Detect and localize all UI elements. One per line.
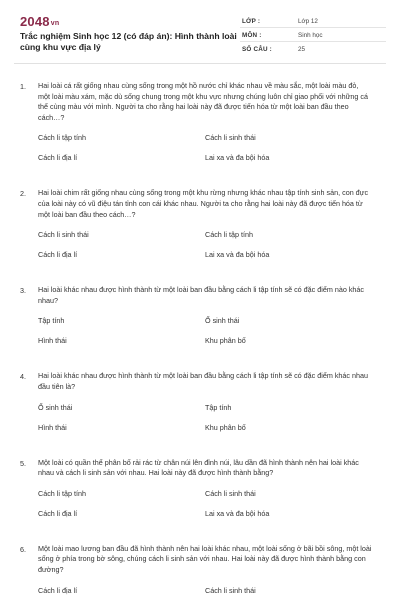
answer-options xyxy=(38,315,372,355)
question-number: 5. xyxy=(20,458,26,468)
question-3 xyxy=(0,280,400,355)
quiz-title: Trắc nghiệm Sinh học 12 (có đáp án): Hình thành loài cùng khu vực địa lý xyxy=(20,31,237,52)
meta-row-class xyxy=(240,14,386,28)
question-6 xyxy=(0,539,400,600)
question-text: Một loài mao lương ban đầu đã hình thành nên hai loài khác nhau, một loài sống ở bãi bồi sông, một loài sống ở phía trong bờ sông, chúng cách li sinh sản với nhau. Hai loài này đã được hình thành bằng con đường? xyxy=(38,543,372,574)
meta-label: MÔN : xyxy=(242,32,262,39)
answer-option-a[interactable]: Cách li địa lí xyxy=(38,585,78,595)
answer-option-c[interactable]: Cách li địa lí xyxy=(38,153,78,163)
answer-option-d[interactable]: Khu phân bố xyxy=(205,422,246,432)
meta-value: Lớp 12 xyxy=(298,18,318,25)
answer-option-a[interactable]: Ổ sinh thái xyxy=(38,402,73,412)
answer-option-b[interactable]: Cách li sinh thái xyxy=(205,488,256,498)
answer-option-a[interactable]: Cách li tập tính xyxy=(38,488,86,498)
answer-option-b[interactable]: Ổ sinh thái xyxy=(205,316,240,326)
question-text: Hai loài khác nhau được hình thành từ một loài ban đầu bằng cách li tập tính sẽ có đặc điểm nào khác nhau? xyxy=(38,285,364,305)
answer-option-d[interactable]: Khu phân bố xyxy=(205,336,246,346)
question-number: 6. xyxy=(20,544,26,554)
question-number: 3. xyxy=(20,286,26,296)
answer-option-b[interactable]: Cách li sinh thái xyxy=(205,585,256,595)
answer-options xyxy=(38,585,372,600)
answer-option-c[interactable]: Cách li địa lí xyxy=(38,508,78,518)
answer-options xyxy=(38,402,372,442)
answer-option-a[interactable]: Cách li sinh thái xyxy=(38,230,89,240)
answer-option-b[interactable]: Tập tính xyxy=(205,402,232,412)
logo-text: 2048 xyxy=(20,14,50,29)
question-text: Hai loài cá rất giống nhau cùng sống trong một hồ nước chỉ khác nhau về màu sắc, một loài màu đỏ, một loài màu xám, mặc dù sống chung trong một khu vực nhưng chúng luôn chỉ giao phối với những cá thể cùng màu với mình. Người ta cho rằng hai loài này đã được tiến hóa từ một loài ban đầu theo cách…? xyxy=(38,81,368,122)
question-text: Hai loài khác nhau được hình thành từ một loài ban đầu bằng cách li tập tính sẽ có đặc điểm khác nhau đầu tiên là? xyxy=(38,371,368,391)
answer-option-d[interactable]: Lai xa và đa bội hóa xyxy=(205,508,270,518)
answer-option-a[interactable]: Tập tính xyxy=(38,316,65,326)
question-1 xyxy=(0,76,400,172)
meta-value: Sinh học xyxy=(298,32,323,39)
meta-label: LỚP : xyxy=(242,18,261,25)
answer-option-c[interactable]: Hình thái xyxy=(38,336,67,346)
answer-option-d[interactable]: Lai xa và đa bội hóa xyxy=(205,153,270,163)
meta-value: 25 xyxy=(298,46,306,53)
quiz-header xyxy=(14,10,386,64)
quiz-meta xyxy=(240,14,386,56)
question-number: 1. xyxy=(20,82,26,91)
logo-suffix: vn xyxy=(50,20,60,27)
question-4 xyxy=(0,366,400,441)
answer-options xyxy=(38,132,372,172)
meta-row-count xyxy=(240,42,386,56)
meta-label: SỐ CÂU : xyxy=(242,46,272,53)
question-text: Một loài có quần thể phân bố rải rác từ chân núi lên đỉnh núi, lâu dần đã hình thành nên hai loài khác nhau và cách li sinh sản với nhau. Hai loài này đã được hình thành bằng? xyxy=(38,457,359,478)
question-2 xyxy=(0,183,400,269)
answer-options xyxy=(38,488,372,528)
answer-options xyxy=(38,229,372,269)
question-list xyxy=(0,76,400,600)
meta-row-subject xyxy=(240,28,386,42)
answer-option-b[interactable]: Cách li sinh thái xyxy=(205,133,256,143)
answer-option-c[interactable]: Cách li địa lí xyxy=(38,250,78,260)
question-5 xyxy=(0,453,400,528)
answer-option-c[interactable]: Hình thái xyxy=(38,422,67,432)
question-text: Hai loài chim rất giống nhau cùng sống trong một khu rừng nhưng khác nhau tập tính sinh sản, con đực của loài này có vũ điệu tán tỉnh con cái khác nhau. Người ta cho rằng hai loài này đã được tiến hóa từ một loài ban đầu theo cách…? xyxy=(38,188,369,219)
site-logo[interactable] xyxy=(20,14,59,29)
question-number: 4. xyxy=(20,372,26,382)
question-number: 2. xyxy=(20,189,26,199)
answer-option-b[interactable]: Cách li tập tính xyxy=(205,230,253,240)
answer-option-d[interactable]: Lai xa và đa bội hóa xyxy=(205,250,270,260)
answer-option-a[interactable]: Cách li tập tính xyxy=(38,133,86,143)
